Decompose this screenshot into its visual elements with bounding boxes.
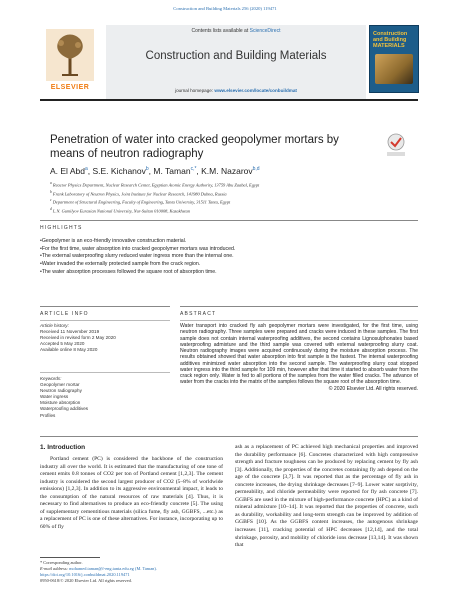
article-history [40, 323, 170, 353]
highlight-item: • The external waterproofing slurry reduced water ingress more than the internal one. [40, 253, 418, 261]
journal-title: Construction and Building Materials [145, 50, 327, 62]
header-rule [40, 99, 418, 101]
email-label: E-mail address: [40, 566, 69, 572]
journal-cover [369, 25, 419, 93]
affiliation-line: $^a$ Reactor Physics Department, Nuclear Research Center, Egyptian Atomic Energy Authority, 13759 Abu Zaabal, Egypt [50, 181, 260, 188]
author-affiliation-marker: b,d [252, 166, 260, 173]
abstract-heading: ABSTRACT [180, 311, 217, 317]
history-item: Received 11 November 2019 [40, 329, 100, 335]
author-affiliation-marker: b [145, 166, 149, 173]
contents-prefix: Contents lists available at [191, 28, 249, 34]
affiliation-line: $^d$ L.N. Gumilyov Eurasian National University, Nur-Sultan 010008, Kazakhstan [50, 207, 191, 214]
homepage-link[interactable]: www.elsevier.com/locate/conbuildmat [214, 88, 297, 93]
contents-line [106, 28, 366, 34]
doi-link[interactable]: https://doi.org/10.1016/j.conbuildmat.2020.119471 [40, 572, 130, 578]
corresponding-author-note: * Corresponding author. [40, 560, 83, 565]
elsevier-tree-logo [40, 25, 100, 85]
body-paragraph: ash as a replacement of PC achieved high mechanical properties and improved the durability performance [6]. Concretes characterized with high compressive strength and fracture toughness can be produced by replacing cement by fly ash [3]. Additionally, the properties of the concretes containing fly ash depend on the age of the concrete [3,7]. It was reported that as the percentage of fly ash in concrete increases, the drying shrinkage decreases [7–9]. Lower water sorptivity, permeability, and chloride permeability were reported for fly ash concrete [7]. GGBFS are used in the mixture of high-performance concrete (HPC) as a kind of mineral admixture [10–14]. It was reported that the properties of concrete, such as durability, workability and long-term strength can be improved by addition of GGBFS [10]. As the GGBFS content increases, the autogenous shrinkage increases [11], cracking potential of HPC decreases [12,14], and the total shrinkage, porosity, and mobility of chloride ions decrease [13,14]. It was shown that [235, 444, 418, 549]
author-name[interactable]: K.M. Nazarov [201, 166, 253, 176]
affiliations [50, 180, 420, 215]
author-affiliation-marker: a [84, 166, 88, 173]
body-paragraph: Portland cement (PC) is considered the backbone of the construction industry all over the world. It is estimated that the manufacturing of one tone of cement emits 0.8 tonnes of CO2 per ton of Portland cement [1,2,3]. The cement industry is considered the second largest producer of CO2 (5–8% of worldwide emissions) [1,2,3]. In addition to its aggressive environmental impact, it leads to the consumption of the natural resources of raw materials [4]. Thus, it is necessary to find alternatives to produce an eco-friendly concrete [5]. The using of supplementary cementitious materials (silica fume, fly ash, GGBFS, ...etc.) as a replacement of PC is one of these alternatives. For instance, incorporating up to 60% of fly [40, 456, 223, 530]
abstract-rule [180, 306, 418, 307]
journal-homepage [106, 88, 366, 93]
affiliation-line: $^b$ Frank Laboratory of Neutron Physics, Joint Institute for Nuclear Research, 141980 Dubna, Russia [50, 189, 227, 197]
body-column-left [40, 456, 223, 531]
highlights-list [40, 238, 418, 277]
highlight-item: • The water absorption processes followed the square root of absorption time. [40, 269, 418, 277]
keyword: Profiles [40, 412, 56, 418]
abstract-text: Water transport into cracked fly ash geopolymer mortars were investigated, for the first time, using neutron radiography. Three samples were prepared and cracks were induced in these samples. The first sample does not contain internal waterproofing additives, the second contains Lignosulphonates based waterproofing admixture and the third sample was covered with external waterproofing slurry coat. Neutron radiography images were acquired continuously during the moisture absorption process. The results obtained showed that water absorption into first sample is the fastest. The internal waterproofing additives minimized water absorption into the second sample. The waterproofing slurry coat stopped water ingress into the third sample for 109 min, however after that time it started to absorb water from the crack region only. Water is fed to all portions of the samples from the water filled cracks. The advance of water from the cracks into the matrix of the samples follows the square root of the absorption time. [180, 323, 418, 386]
front-matter-rule [40, 436, 418, 437]
author-name[interactable]: A. El Abd [50, 166, 85, 176]
homepage-prefix: journal homepage: [175, 88, 214, 93]
keyword: Geopolymer mortar [40, 382, 80, 388]
keyword: Waterproofing additives [40, 406, 89, 412]
elsevier-logo [40, 25, 100, 93]
check-for-updates-icon[interactable] [385, 132, 407, 158]
affiliation-line: $^c$ Department of Structural Engineering, Faculty of Engineering, Tanta University, 31511 Tanta, Egypt [50, 198, 231, 205]
keyword: Moisture absorption [40, 400, 81, 406]
history-label: Article history: [40, 323, 69, 328]
abstract-body [180, 323, 418, 392]
issn-line: 0950-0618/© 2020 Elsevier Ltd. All rights reserved. [40, 578, 132, 584]
keywords-label: Keywords: [40, 376, 62, 381]
history-item: Available online 8 May 2020 [40, 347, 98, 353]
history-item: Received in revised form 2 May 2020 [40, 335, 116, 341]
article-info-subrule [40, 320, 170, 321]
highlights-heading: HIGHLIGHTS [40, 225, 83, 231]
body-column-right [235, 444, 418, 550]
article-info-rule [40, 306, 170, 307]
footnotes [40, 560, 240, 584]
cover-title: Construction and Building MATERIALS [373, 31, 408, 49]
elsevier-wordmark: ELSEVIER [50, 84, 90, 91]
sciencedirect-link[interactable]: ScienceDirect [249, 28, 281, 34]
keywords [40, 376, 170, 419]
article-info-heading: ARTICLE INFO [40, 311, 89, 317]
keywords-rule [40, 372, 170, 373]
footnote-rule [40, 557, 100, 558]
highlight-item: • For the first time, water absorption into cracked geopolymer mortars was introduced. [40, 246, 418, 254]
article-title: Penetration of water into cracked geopolymer mortars by means of neutron radiography [50, 134, 339, 160]
abstract-copyright: © 2020 Elsevier Ltd. All rights reserved. [328, 385, 418, 392]
journal-reference[interactable]: Construction and Building Materials 256 (2020) 119471 [173, 6, 277, 11]
highlight-item: • Geopolymer is an eco-friendly innovative construction material. [40, 238, 418, 246]
keyword: Water ingress [40, 394, 69, 400]
author-list: A. El Abd$^a$, S.E. Kichanov$^b$, M. Taman$^{c,*}$, K.M. Nazarov$^{b,d}$ [50, 166, 260, 176]
author-name[interactable]: M. Taman [153, 166, 191, 176]
keyword: Neutron radiography [40, 388, 82, 394]
email-link[interactable]: mohamed.taman@f-eng.tanta.edu.eg (M. Taman). [69, 566, 157, 572]
section-heading: 1. Introduction [40, 444, 86, 451]
highlights-rule [40, 220, 418, 221]
author-name[interactable]: S.E. Kichanov [92, 166, 146, 176]
history-item: Accepted 5 May 2020 [40, 341, 85, 347]
abstract-subrule [180, 320, 418, 321]
cover-image [375, 54, 413, 84]
author-affiliation-marker: c,* [190, 166, 197, 173]
highlight-item: • Water invaded the externally protected sample from the crack region. [40, 261, 418, 269]
